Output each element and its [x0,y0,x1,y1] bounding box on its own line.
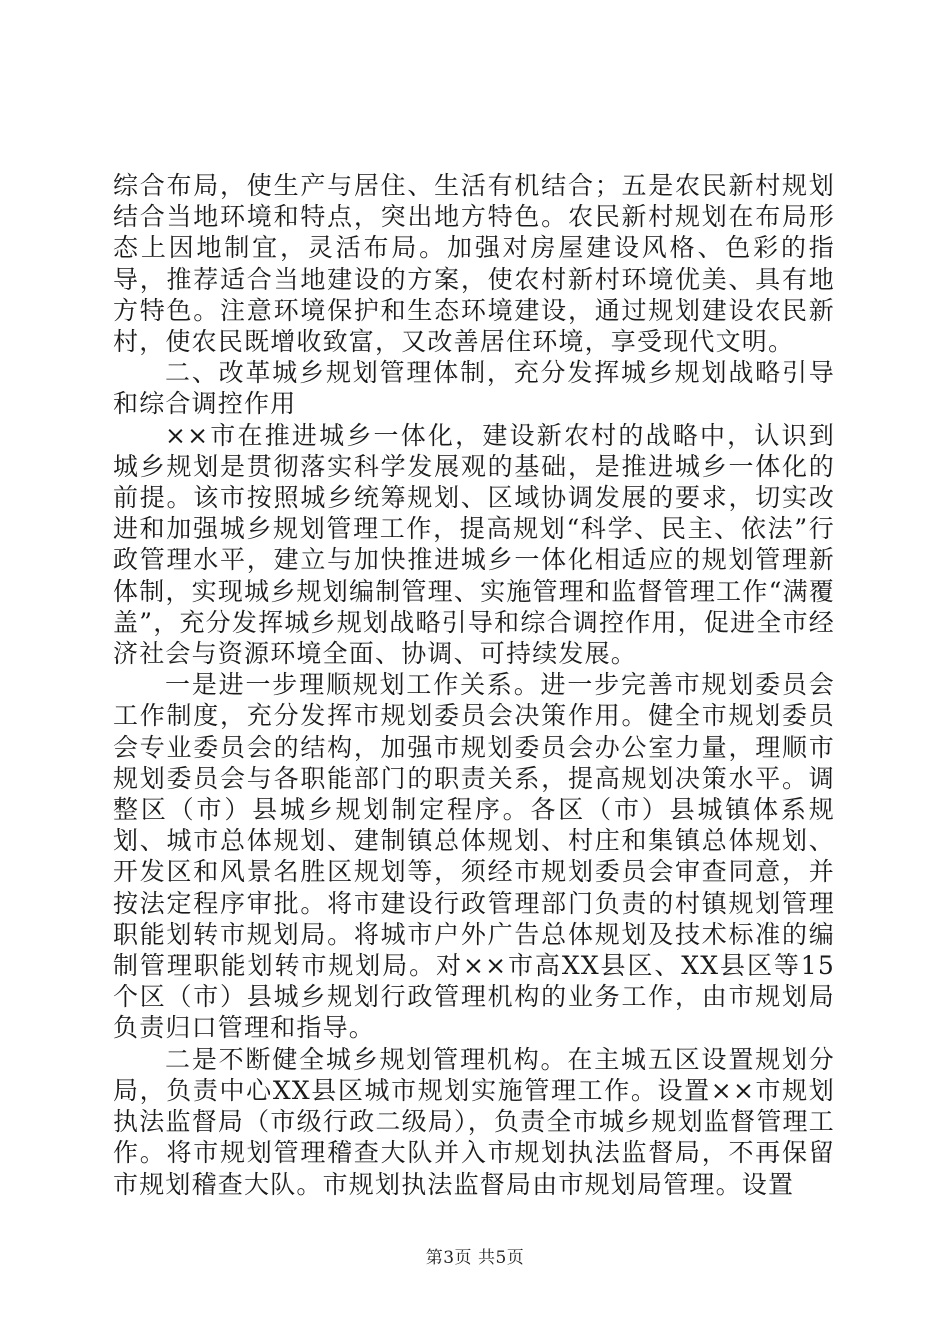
paragraph-1: 综合布局，使生产与居住、生活有机结合；五是农民新村规划结合当地环境和特点，突出地方特色。农民新村规划在布局形态上因地制宜，灵活布局。加强对房屋建设风格、色彩的指导，推荐适合当地建设的方案，使农村新村环境优美、具有地方特色。注意环境保护和生态环境建设，通过规划建设农民新村，使农民既增收致富，又改善居住环境，享受现代文明。 [113,171,835,357]
section-heading: 二、改革城乡规划管理体制，充分发挥城乡规划战略引导和综合调控作用 [113,358,835,419]
paragraph-3: ××市在推进城乡一体化，建设新农村的战略中，认识到城乡规划是贯彻落实科学发展观的基础，是推进城乡一体化的前提。该市按照城乡统筹规划、区域协调发展的要求，切实改进和加强城乡规划管理工作，提高规划“科学、民主、依法”行政管理水平，建立与加快推进城乡一体化相适应的规划管理新体制，实现城乡规划编制管理、实施管理和监督管理工作“满覆盖”，充分发挥城乡规划战略引导和综合调控作用，促进全市经济社会与资源环境全面、协调、可持续发展。 [113,420,835,669]
page-number-footer: 第3页 共5页 [425,1248,525,1268]
paragraph-4: 一是进一步理顺规划工作关系。进一步完善市规划委员会工作制度，充分发挥市规划委员会决策作用。健全市规划委员会专业委员会的结构，加强市规划委员会办公室力量，理顺市规划委员会与各职能部门的职责关系，提高规划决策水平。调整区（市）县城乡规划制定程序。各区（市）县城镇体系规划、城市总体规划、建制镇总体规划、村庄和集镇总体规划、开发区和风景名胜区规划等，须经市规划委员会审查同意，并按法定程序审批。将市建设行政管理部门负责的村镇规划管理职能划转市规划局。将城市户外广告总体规划及技术标准的编制管理职能划转市规划局。对××市高XX县区、XX县区等15个区（市）县城乡规划行政管理机构的业务工作，由市规划局负责归口管理和指导。 [113,670,835,1043]
body-text [113,170,835,1200]
paragraph-5: 二是不断健全城乡规划管理机构。在主城五区设置规划分局，负责中心XX县区城市规划实施管理工作。设置××市规划执法监督局（市级行政二级局），负责全市城乡规划监督管理工作。将市规划管理稽查大队并入市规划执法监督局，不再保留市规划稽查大队。市规划执法监督局由市规划局管理。设置 [113,1044,835,1199]
